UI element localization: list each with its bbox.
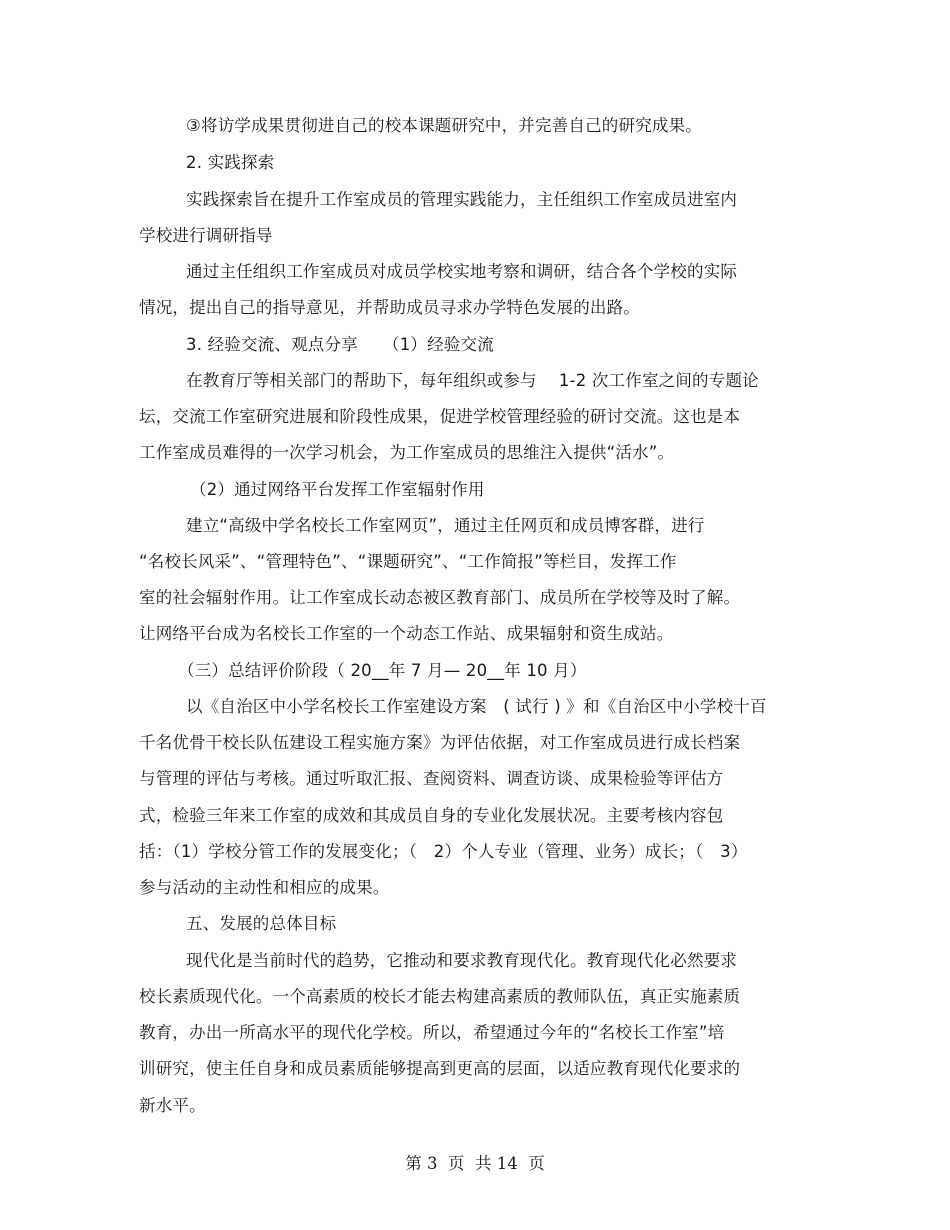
paragraph-line: 千名优骨干校长队伍建设工程实施方案》为评估依据，对工作室成员进行成长档案 [139,733,741,752]
paragraph-line: 在教育厅等相关部门的帮助下，每年组织或参与 1-2 次工作室之间的专题论 [186,371,759,390]
paragraph-line: 新水平。 [139,1096,206,1115]
paragraph-line: 通过主任组织工作室成员对成员学校实地考察和调研，结合各个学校的实际 [186,262,738,281]
section-heading: （三）总结评价阶段（ 20__年 7 月— 20__年 10 月） [178,661,587,680]
paragraph-line: 实践探索旨在提升工作室成员的管理实践能力，主任组织工作室成员进室内 [186,190,738,209]
paragraph-line: “名校长风采”、“管理特色”、“课题研究”、“工作简报”等栏目，发挥工作 [139,552,677,571]
paragraph-line: 训研究，使主任自身和成员素质能够提高到更高的层面，以适应教育现代化要求的 [139,1059,741,1078]
paragraph-line: 现代化是当前时代的趋势，它推动和要求教育现代化。教育现代化必然要求 [186,951,738,970]
paragraph-line: 与管理的评估与考核。通过听取汇报、查阅资料、调查访谈、成果检验等评估方 [139,769,724,788]
paragraph-line: 教育，办出一所高水平的现代化学校。所以，希望通过今年的“名校长工作室”培 [139,1023,725,1042]
section-heading: 2. 实践探索 [186,153,275,172]
paragraph-line: 让网络平台成为名校长工作室的一个动态工作站、成果辐射和资生成站。 [139,624,674,643]
paragraph-line: 式，检验三年来工作室的成效和其成员自身的专业化发展状况。主要考核内容包 [139,806,724,825]
section-heading: 3. 经验交流、观点分享 （1）经验交流 [186,335,494,354]
paragraph-line: 工作室成员难得的一次学习机会，为工作室成员的思维注入提供“活水”。 [139,443,675,462]
paragraph-line: 建立“高级中学名校长工作室网页”，通过主任网页和成员博客群，进行 [186,516,705,535]
paragraph-line: 参与活动的主动性和相应的成果。 [139,878,390,897]
paragraph-line: ③将访学成果贯彻进自己的校本课题研究中，并完善自己的研究成果。 [186,116,702,135]
paragraph-line: 以《自治区中小学名校长工作室建设方案 ( 试行 ) 》和《自治区中小学校十百 [186,697,767,716]
page-number-footer: 第 3 页 共 14 页 [405,1154,545,1173]
paragraph-line: 室的社会辐射作用。让工作室成长动态被区教育部门、成员所在学校等及时了解。 [139,588,741,607]
paragraph-line: 情况，提出自己的指导意见，并帮助成员寻求办学特色发展的出路。 [139,298,640,317]
paragraph-line: 校长素质现代化。一个高素质的校长才能去构建高素质的教师队伍，真正实施素质 [139,987,741,1006]
section-heading: 五、发展的总体目标 [186,914,337,933]
paragraph-line: 坛，交流工作室研究进展和阶段性成果，促进学校管理经验的研讨交流。这也是本 [139,407,741,426]
paragraph-line: 学校进行调研指导 [139,226,273,245]
section-heading: （2）通过网络平台发挥工作室辐射作用 [190,480,485,499]
paragraph-line: 括：（1）学校分管工作的发展变化；（ 2）个人专业（管理、业务）成长；（ 3） [139,842,748,861]
